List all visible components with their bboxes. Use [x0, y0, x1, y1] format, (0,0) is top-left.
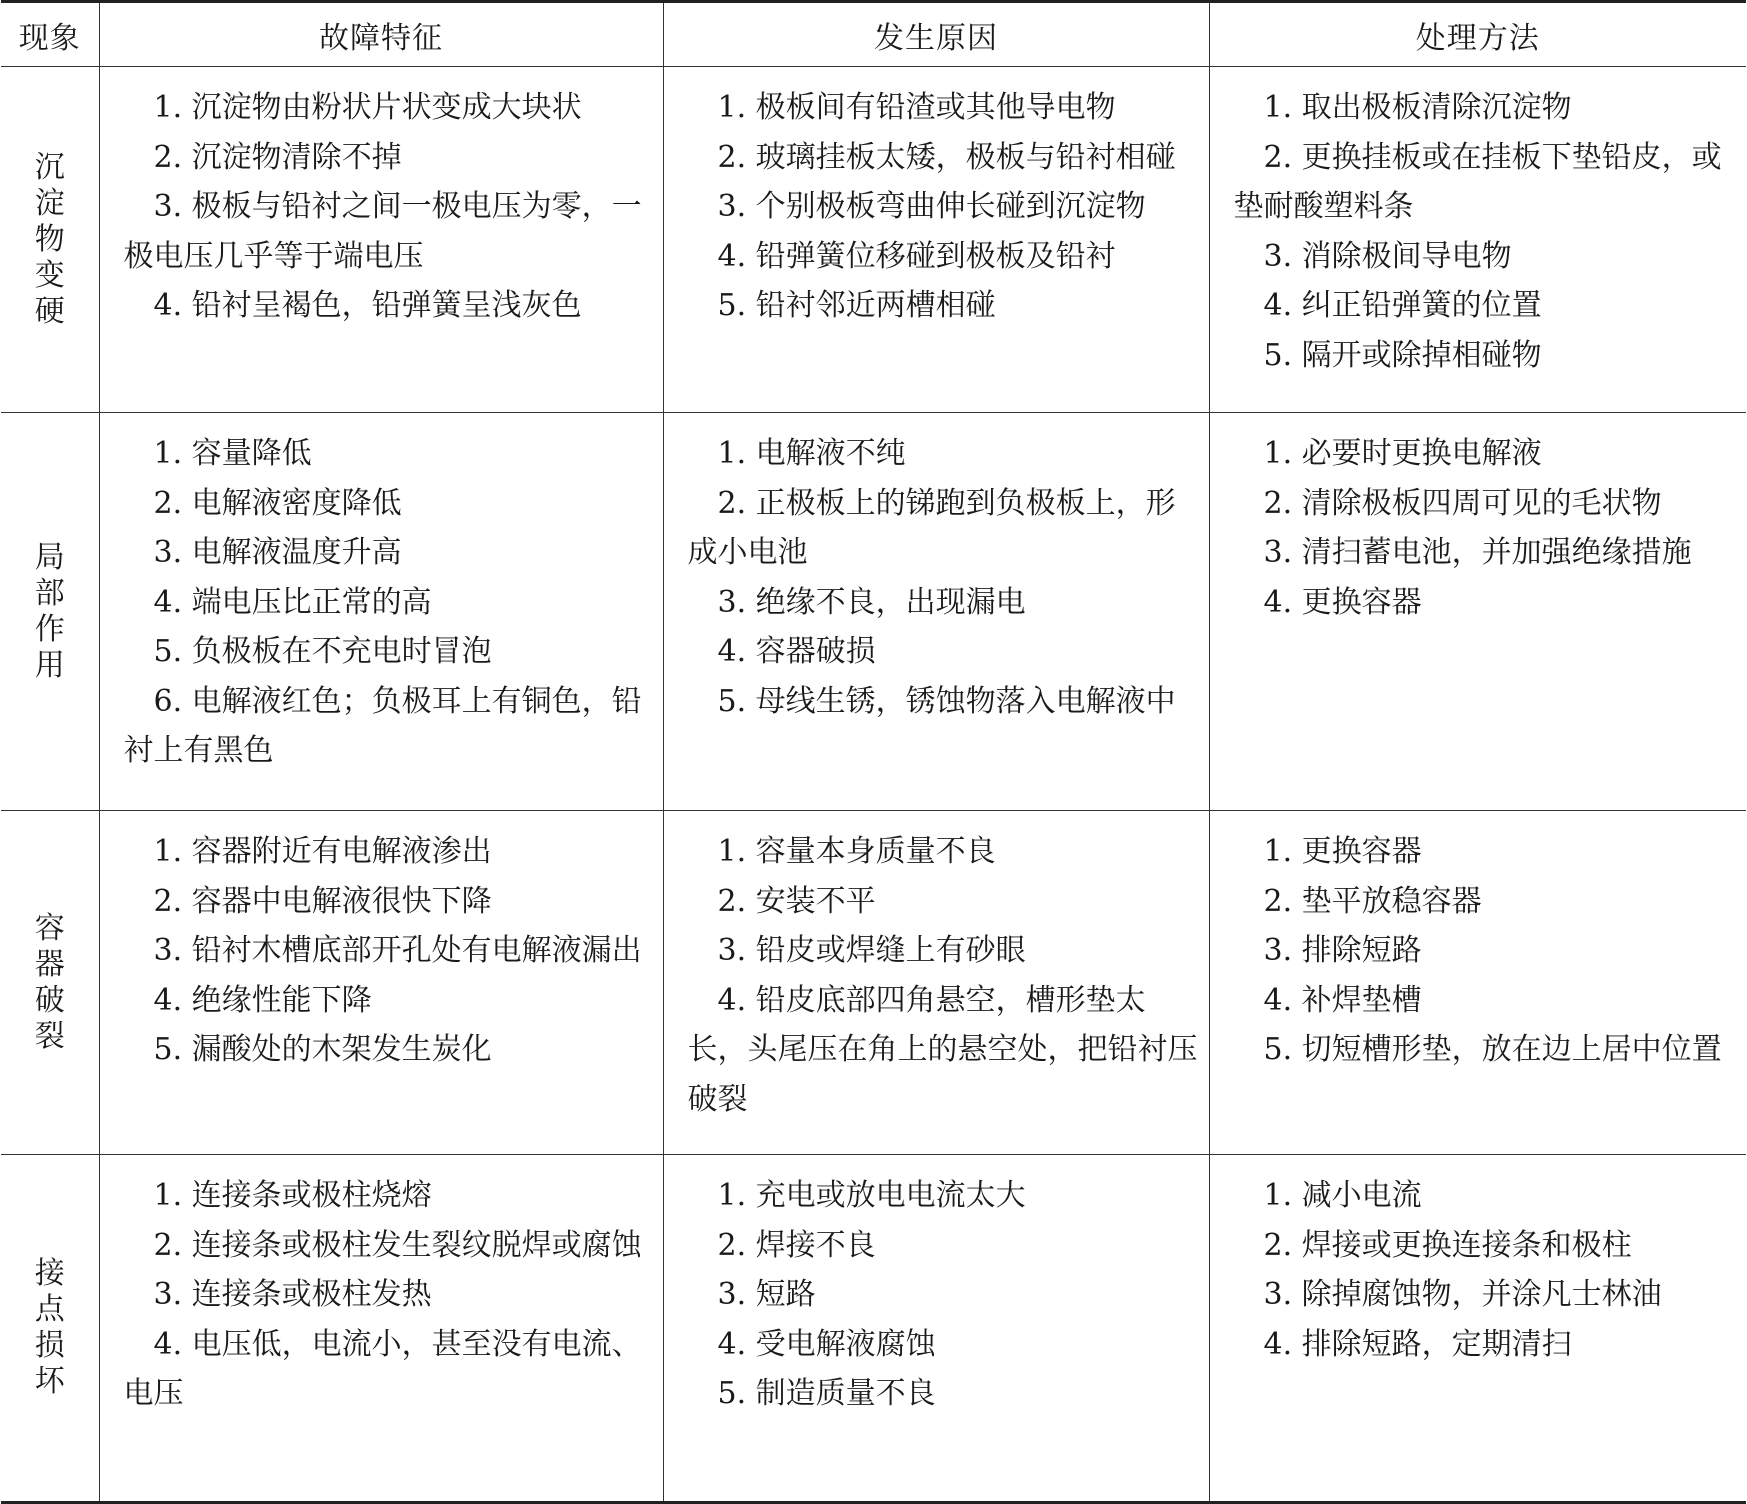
remedy-item: 5. 切短槽形垫，放在边上居中位置 [1263, 1032, 1722, 1067]
feature-item: 4. 端电压比正常的高 [153, 584, 432, 620]
cause-item: 4. 受电解液腐蚀 [717, 1326, 936, 1362]
cause-item: 1. 电解液不纯 [717, 436, 906, 471]
remedy-item: 3. 清扫蓄电池，并加强绝缘措施 [1263, 535, 1692, 570]
feature-item: 6. 电解液红色；负极耳上有铜色，铅衬上有黑色 [123, 683, 642, 768]
remedy-item: 1. 更换容器 [1263, 834, 1422, 869]
feature-item: 2. 连接条或极柱发生裂纹脱焊或腐蚀 [153, 1227, 642, 1263]
feature-item: 1. 容量降低 [153, 436, 312, 471]
feature-item: 1. 容器附近有电解液渗出 [153, 834, 492, 869]
cause-item: 2. 玻璃挂板太矮，极板与铅衬相碰 [717, 139, 1176, 175]
feature-item: 2. 沉淀物清除不掉 [153, 139, 402, 175]
cause-item: 2. 安装不平 [717, 883, 876, 919]
remedy-item: 4. 补焊垫槽 [1263, 982, 1422, 1018]
feature-item: 1. 沉淀物由粉状片状变成大块状 [153, 90, 582, 125]
causes-cell [663, 67, 1209, 413]
remedy-item: 5. 隔开或除掉相碰物 [1263, 337, 1542, 373]
cause-item: 4. 铅皮底部四角悬空，槽形垫太长，头尾压在角上的悬空处，把铅衬压破裂 [687, 982, 1198, 1117]
remedy-item: 3. 除掉腐蚀物，并涂凡士林油 [1263, 1277, 1662, 1312]
cause-item: 1. 极板间有铅渣或其他导电物 [717, 90, 1116, 125]
remedy-item: 4. 排除短路，定期清扫 [1263, 1326, 1572, 1362]
features-cell [99, 67, 663, 413]
phenomenon-label: 沉淀物变硬 [34, 149, 65, 329]
remedy-item: 1. 减小电流 [1263, 1178, 1422, 1213]
feature-item: 5. 漏酸处的木架发生炭化 [153, 1032, 492, 1067]
feature-item: 5. 负极板在不充电时冒泡 [153, 634, 492, 669]
feature-item: 3. 电解液温度升高 [153, 535, 402, 570]
cause-item: 4. 铅弹簧位移碰到极板及铅衬 [717, 238, 1116, 274]
phenomenon-cell [1, 1155, 99, 1503]
header-causes: 发生原因 [663, 2, 1209, 67]
remedy-item: 1. 必要时更换电解液 [1263, 436, 1542, 471]
feature-item: 1. 连接条或极柱烧熔 [153, 1178, 432, 1213]
remedy-item: 2. 焊接或更换连接条和极柱 [1263, 1227, 1632, 1263]
causes-cell [663, 1155, 1209, 1503]
causes-cell [663, 811, 1209, 1155]
cause-item: 1. 充电或放电电流太大 [717, 1178, 1026, 1213]
remedy-item: 2. 更换挂板或在挂板下垫铅皮，或垫耐酸塑料条 [1233, 139, 1722, 224]
remedy-item: 4. 更换容器 [1263, 584, 1422, 620]
cause-item: 3. 短路 [717, 1277, 816, 1312]
remedy-item: 3. 消除极间导电物 [1263, 238, 1512, 274]
phenomenon-label: 局部作用 [34, 539, 65, 683]
feature-item: 3. 连接条或极柱发热 [153, 1277, 432, 1312]
phenomenon-cell [1, 413, 99, 811]
phenomenon-cell [1, 811, 99, 1155]
feature-item: 3. 极板与铅衬之间一极电压为零，一极电压几乎等于端电压 [123, 189, 642, 274]
features-cell [99, 413, 663, 811]
header-features: 故障特征 [99, 2, 663, 67]
cause-item: 2. 正极板上的锑跑到负极板上，形成小电池 [687, 485, 1176, 570]
cause-item: 3. 铅皮或焊缝上有砂眼 [717, 933, 1026, 968]
feature-item: 3. 铅衬木槽底部开孔处有电解液漏出 [153, 933, 642, 968]
cause-item: 4. 容器破损 [717, 634, 876, 669]
cause-item: 5. 铅衬邻近两槽相碰 [717, 288, 996, 323]
table-row [1, 67, 1746, 413]
features-cell [99, 1155, 663, 1503]
cause-item: 3. 绝缘不良，出现漏电 [717, 584, 1026, 620]
phenomenon-label: 接点损坏 [34, 1256, 65, 1399]
remedy-item: 4. 纠正铅弹簧的位置 [1263, 288, 1542, 323]
remedies-cell [1209, 413, 1746, 811]
feature-item: 4. 绝缘性能下降 [153, 982, 372, 1018]
table-row [1, 811, 1746, 1155]
remedy-item: 2. 垫平放稳容器 [1263, 883, 1482, 919]
header-remedies: 处理方法 [1209, 2, 1746, 67]
cause-item: 5. 制造质量不良 [717, 1376, 936, 1411]
header-phenomenon: 现象 [1, 2, 99, 67]
cause-item: 3. 个别极板弯曲伸长碰到沉淀物 [717, 189, 1146, 224]
cause-item: 2. 焊接不良 [717, 1227, 876, 1263]
remedy-item: 3. 排除短路 [1263, 933, 1422, 968]
feature-item: 4. 铅衬呈褐色，铅弹簧呈浅灰色 [153, 288, 582, 323]
feature-item: 4. 电压低，电流小，甚至没有电流、电压 [123, 1326, 642, 1411]
fault-table [1, 0, 1746, 1504]
table-row [1, 413, 1746, 811]
remedy-item: 1. 取出极板清除沉淀物 [1263, 90, 1572, 125]
header-row [1, 2, 1746, 67]
causes-cell [663, 413, 1209, 811]
table-row [1, 1155, 1746, 1503]
cause-item: 5. 母线生锈，锈蚀物落入电解液中 [717, 683, 1176, 719]
features-cell [99, 811, 663, 1155]
phenomenon-cell [1, 67, 99, 413]
feature-item: 2. 电解液密度降低 [153, 485, 402, 521]
phenomenon-label: 容器破裂 [34, 910, 65, 1054]
remedies-cell [1209, 67, 1746, 413]
remedy-item: 2. 清除极板四周可见的毛状物 [1263, 485, 1662, 521]
remedies-cell [1209, 811, 1746, 1155]
feature-item: 2. 容器中电解液很快下降 [153, 883, 492, 919]
cause-item: 1. 容量本身质量不良 [717, 834, 996, 869]
remedies-cell [1209, 1155, 1746, 1503]
